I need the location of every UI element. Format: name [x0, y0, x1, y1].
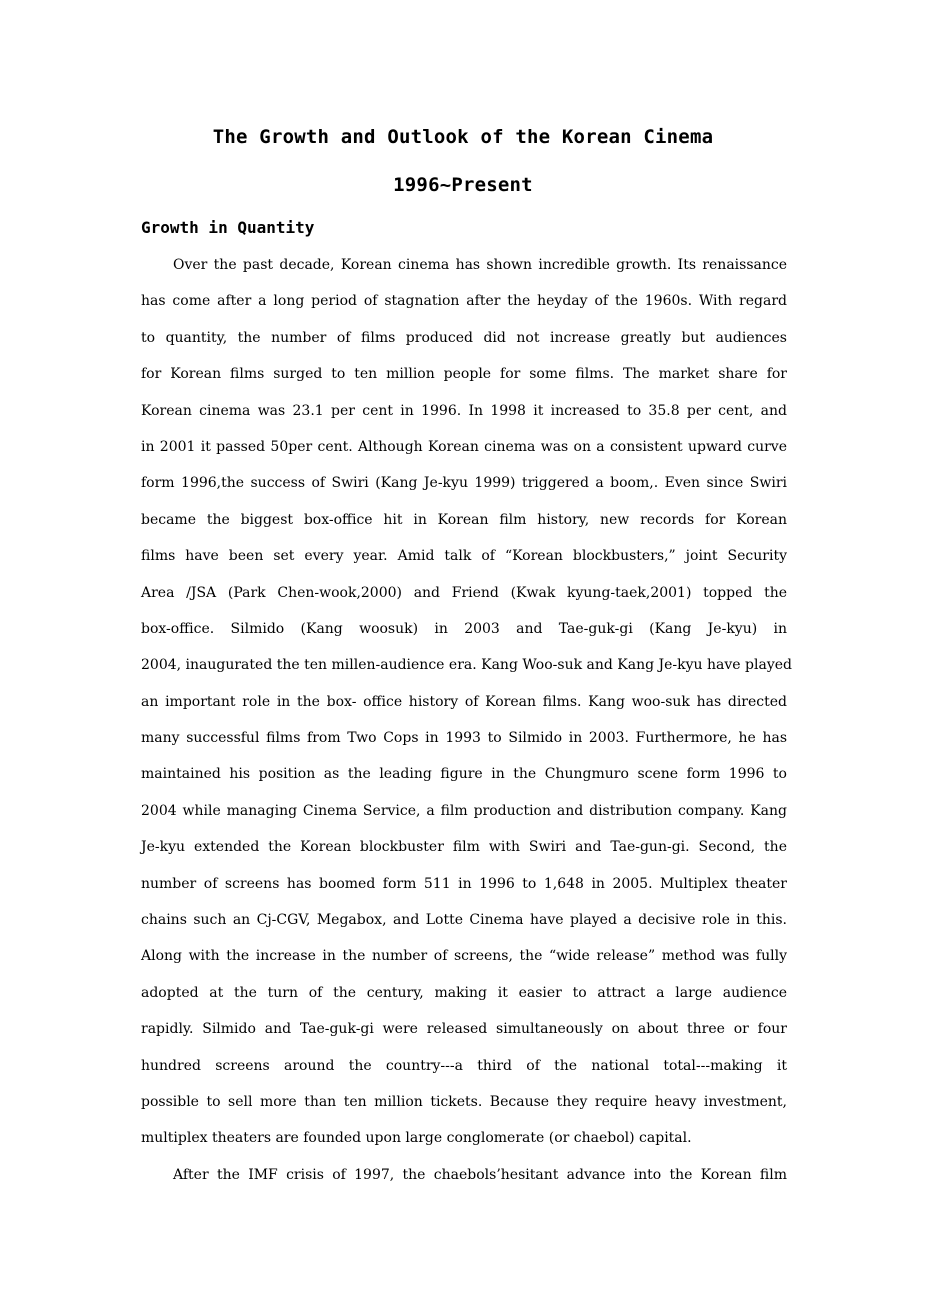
text-line: in 2001 it passed 50per cent. Although Korean cinema was on a consistent upward curve: [141, 438, 787, 455]
text-line: After the IMF crisis of 1997, the chaebols’hesitant advance into the Korean film: [173, 1166, 787, 1183]
text-line: number of screens has boomed form 511 in 1996 to 1,648 in 2005. Multiplex theater: [141, 875, 787, 892]
text-line: adopted at the turn of the century, making it easier to attract a large audience: [141, 984, 787, 1001]
text-line: 2004, inaugurated the ten millen-audience era. Kang Woo-suk and Kang Je-kyu have played: [141, 657, 792, 674]
text-line: Area /JSA (Park Chen-wook,2000) and Friend (Kwak kyung-taek,2001) topped the: [141, 584, 787, 601]
section-heading: Growth in Quantity: [141, 218, 315, 237]
text-line: Korean cinema was 23.1 per cent in 1996. In 1998 it increased to 35.8 per cent, and: [141, 402, 787, 419]
paragraph-1: [141, 251, 792, 1161]
text-line: maintained his position as the leading figure in the Chungmuro scene form 1996 to: [141, 766, 787, 783]
document-title: The Growth and Outlook of the Korean Cinema: [212, 126, 714, 148]
text-line: to quantity, the number of films produced did not increase greatly but audiences: [141, 329, 787, 346]
text-line: box-office. Silmido (Kang woosuk) in 2003 and Tae-guk-gi (Kang Je-kyu) in: [141, 620, 787, 637]
text-line: chains such an Cj-CGV, Megabox, and Lotte Cinema have played a decisive role in this.: [141, 912, 787, 929]
text-line: an important role in the box- office history of Korean films. Kang woo-suk has directed: [141, 693, 787, 710]
text-line: Along with the increase in the number of screens, the “wide release” method was fully: [141, 948, 787, 965]
text-line: for Korean films surged to ten million people for some films. The market share for: [141, 366, 787, 383]
text-line: films have been set every year. Amid talk of “Korean blockbusters,” joint Security: [141, 548, 787, 565]
paragraph-2: [141, 1161, 787, 1197]
text-line: many successful films from Two Cops in 1993 to Silmido in 2003. Furthermore, he has: [141, 730, 787, 747]
text-line: form 1996,the success of Swiri (Kang Je-kyu 1999) triggered a boom,. Even since Swiri: [141, 475, 787, 492]
text-line: rapidly. Silmido and Tae-guk-gi were released simultaneously on about three or four: [141, 1021, 787, 1038]
text-line: 2004 while managing Cinema Service, a film production and distribution company. Kang: [141, 802, 787, 819]
text-line: has come after a long period of stagnation after the heyday of the 1960s. With regard: [141, 293, 787, 310]
document-subtitle-period: 1996~Present: [393, 174, 533, 196]
text-line: Je-kyu extended the Korean blockbuster film with Swiri and Tae-gun-gi. Second, the: [141, 839, 787, 856]
text-line: hundred screens around the country---a third of the national total---making it: [141, 1057, 787, 1074]
text-line: Over the past decade, Korean cinema has shown incredible growth. Its renaissance: [173, 257, 787, 273]
text-line: became the biggest box-office hit in Korean film history, new records for Korean: [141, 511, 787, 528]
text-line: possible to sell more than ten million tickets. Because they require heavy investment,: [141, 1093, 787, 1110]
body-text: [141, 251, 792, 1197]
text-line: multiplex theaters are founded upon large conglomerate (or chaebol) capital.: [141, 1130, 692, 1147]
